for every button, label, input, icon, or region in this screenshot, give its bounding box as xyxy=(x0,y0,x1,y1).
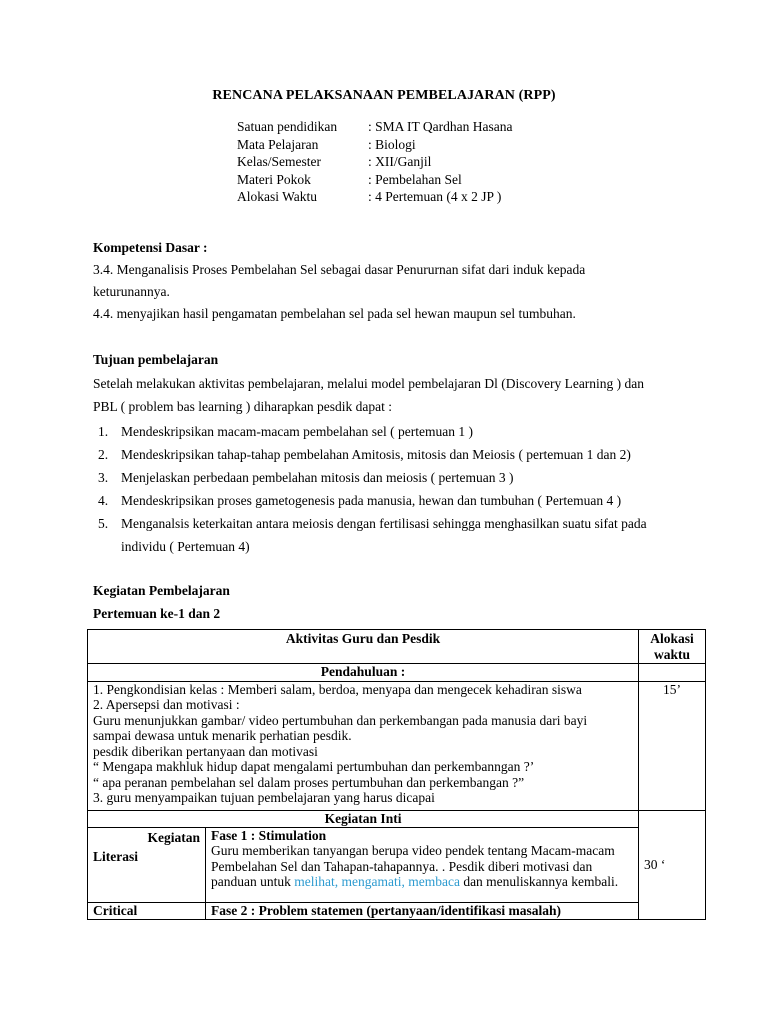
kegiatan-heading: Kegiatan Pembelajaran xyxy=(93,583,230,598)
tujuan-intro: Setelah melakukan aktivitas pembelajaran, melalui model pembelajaran Dl (Discovery Learning ) dan xyxy=(93,376,645,391)
table-row xyxy=(88,664,706,681)
identity-label: Alokasi Waktu xyxy=(237,189,318,204)
identity-value: : Pembelahan Sel xyxy=(368,171,462,187)
pendahuluan-line: “ apa peranan pembelahan sel dalam proses pertumbuhan dan perkembangan ?” xyxy=(93,774,525,790)
list-item xyxy=(98,489,681,512)
list-number: 4. xyxy=(98,493,109,508)
literasi-label xyxy=(88,827,206,902)
table-row xyxy=(88,681,706,810)
document-title: RENCANA PELAKSANAAN PEMBELAJARAN (RPP) xyxy=(212,88,556,103)
literasi-label-bottom: Literasi xyxy=(93,848,138,864)
pendahuluan-line: 1. Pengkondisian kelas : Memberi salam, berdoa, menyapa dan mengecek kehadiran siswa xyxy=(93,681,582,697)
identity-value: : 4 Pertemuan (4 x 2 JP ) xyxy=(368,189,502,204)
list-text: Mendeskripsikan macam-macam pembelahan sel ( pertemuan 1 ) xyxy=(121,424,473,439)
identity-block xyxy=(237,119,512,207)
list-text: Menganalsis keterkaitan antara meiosis dengan fertilisasi sehingga menghasilkan suatu sifat pada individu ( Pertemuan 4) xyxy=(121,516,647,554)
activity-table xyxy=(87,629,706,920)
list-text: Mendeskripsikan tahap-tahap pembelahan Amitosis, mitosis dan Meiosis ( pertemuan 1 dan 2) xyxy=(121,447,631,462)
table-row xyxy=(88,902,706,919)
pertemuan-heading: Pertemuan ke-1 dan 2 xyxy=(93,606,221,621)
tujuan-list xyxy=(98,420,681,558)
kompetensi-line: 4.4. menyajikan hasil pengamatan pembelahan sel pada sel hewan maupun sel tumbuhan. xyxy=(93,306,576,321)
identity-label: Satuan pendidikan xyxy=(237,119,338,134)
inti-label: Kegiatan Inti xyxy=(88,810,639,827)
table-header-row xyxy=(88,630,706,664)
identity-row xyxy=(237,154,512,172)
list-number: 3. xyxy=(98,470,109,485)
list-item xyxy=(98,512,681,558)
table-row xyxy=(88,827,706,902)
pendahuluan-label: Pendahuluan : xyxy=(88,664,639,681)
list-number: 1. xyxy=(98,424,109,439)
pendahuluan-time: 15’ xyxy=(639,681,706,810)
fase1-text-b: dan menuliskannya kembali. xyxy=(459,874,619,890)
list-number: 5. xyxy=(98,516,109,531)
literasi-label-top: Kegiatan xyxy=(147,829,200,845)
pendahuluan-line: 3. guru menyampaikan tujuan pembelajaran yang harus dicapai xyxy=(93,790,435,806)
identity-label: Materi Pokok xyxy=(237,171,311,187)
identity-row xyxy=(237,189,512,207)
inti-time: 30 ‘ xyxy=(639,810,706,919)
tujuan-heading: Tujuan pembelajaran xyxy=(93,352,219,367)
pendahuluan-line: 2. Apersepsi dan motivasi : xyxy=(93,697,240,713)
identity-value: : Biologi xyxy=(368,136,416,152)
fase1-title: Fase 1 : Stimulation xyxy=(211,827,327,843)
header-time: Alokasi waktu xyxy=(639,630,706,664)
list-text: Menjelaskan perbedaan pembelahan mitosis dan meiosis ( pertemuan 3 ) xyxy=(121,470,514,485)
identity-label: Kelas/Semester xyxy=(237,154,321,169)
list-item xyxy=(98,420,681,443)
kompetensi-heading: Kompetensi Dasar : xyxy=(93,240,208,255)
fase1-text xyxy=(211,843,633,890)
list-number: 2. xyxy=(98,447,109,462)
identity-value: : XII/Ganjil xyxy=(368,154,432,169)
kompetensi-line: keturunannya. xyxy=(93,284,170,299)
pendahuluan-line: Guru menunjukkan gambar/ video pertumbuhan dan perkembangan pada manusia dari bayi xyxy=(93,712,588,728)
pendahuluan-line: pesdik diberikan pertanyaan dan motivasi xyxy=(93,743,318,759)
fase2-title: Fase 2 : Problem statemen (pertanyaan/identifikasi masalah) xyxy=(206,902,639,919)
fase1-cell xyxy=(206,827,639,902)
kompetensi-line: 3.4. Menganalisis Proses Pembelahan Sel sebagai dasar Penururnan sifat dari induk kepada xyxy=(93,262,586,277)
empty-cell xyxy=(639,664,706,681)
list-item xyxy=(98,443,681,466)
list-text: Mendeskripsikan proses gametogenesis pada manusia, hewan dan tumbuhan ( Pertemuan 4 ) xyxy=(121,493,622,508)
pendahuluan-line: sampai dewasa untuk menarik perhatian pesdik. xyxy=(93,728,352,744)
pendahuluan-content xyxy=(88,681,639,810)
pendahuluan-line: “ Mengapa makhluk hidup dapat mengalami pertumbuhan dan perkembanngan ?’ xyxy=(93,759,535,775)
table-row xyxy=(88,810,706,827)
tujuan-intro: PBL ( problem bas learning ) diharapkan pesdik dapat : xyxy=(93,399,393,414)
critical-label: Critical xyxy=(88,902,206,919)
header-activity: Aktivitas Guru dan Pesdik xyxy=(88,630,639,664)
identity-value: : SMA IT Qardhan Hasana xyxy=(368,119,513,134)
fase1-text-a: Guru memberikan tanyangan berupa video pendek tentang Macam-macam Pembelahan Sel dan Tahapan-tahapannya. . Pesdik diberi motivasi dan panduan untuk xyxy=(211,843,615,890)
identity-row xyxy=(237,119,512,137)
identity-row xyxy=(237,172,512,190)
list-item xyxy=(98,466,681,489)
identity-row xyxy=(237,137,512,155)
identity-label: Mata Pelajaran xyxy=(237,136,319,152)
fase1-highlight: melihat, mengamati, membaca xyxy=(294,874,460,890)
